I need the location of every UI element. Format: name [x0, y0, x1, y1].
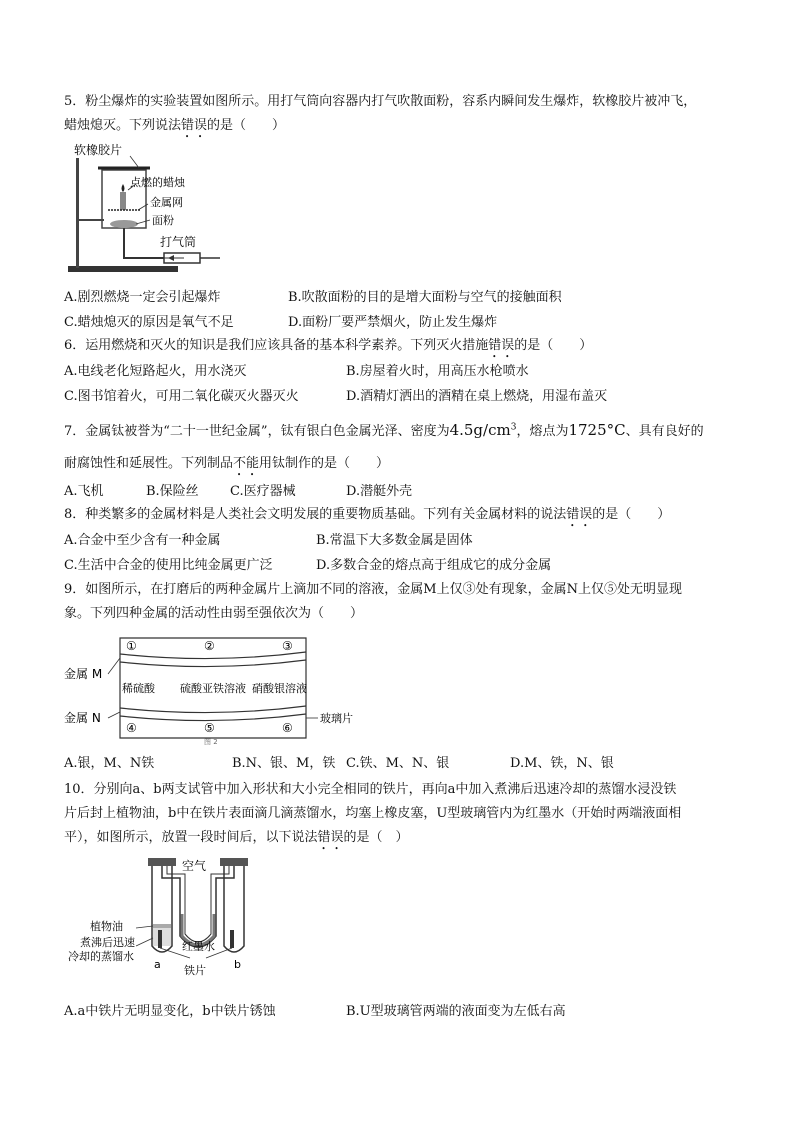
q10-label-a: a: [154, 958, 161, 971]
q10-stem-line1: 10．分别向a、b两支试管中加入形状和大小完全相同的铁片，再向a中加入煮沸后迅速冷却的蒸馏水浸没铁: [64, 782, 677, 797]
q9-label-metal-n: 金属 N: [64, 711, 101, 725]
q10-label-water-2: 冷却的蒸馏水: [68, 950, 134, 963]
q7-option-a[interactable]: A.飞机: [64, 484, 104, 499]
q9-option-c[interactable]: C.铁、M、N、银: [346, 756, 450, 771]
q6-option-a[interactable]: A.电线老化短路起火，用水浇灭: [64, 364, 247, 379]
q5-option-d[interactable]: D.面粉厂要严禁烟火，防止发生爆炸: [288, 315, 498, 330]
q10-label-iron: 铁片: [184, 964, 206, 977]
q6-option-d[interactable]: D.酒精灯洒出的酒精在桌上燃烧，用湿布盖灭: [346, 389, 608, 404]
q5-label-pump: 打气筒: [160, 235, 197, 249]
q8-option-d[interactable]: D.多数合金的熔点高于组成它的成分金属: [316, 558, 552, 573]
q10-label-air: 空气: [182, 859, 207, 873]
q8-option-c[interactable]: C.生活中合金的使用比纯金属更广泛: [64, 558, 273, 573]
q9-num-1: ①: [126, 639, 137, 653]
q7-stem-line1: 7．金属钛被誉为“二十一世纪金属”，钛有银白色金属光泽、密度为$4.5g/cm^3$，熔点为1725°C、具有良好的: [64, 421, 704, 439]
q9-option-d[interactable]: D.M、铁，N、银: [510, 756, 614, 771]
q6-stem: 6．运用燃烧和灭火的知识是我们应该具备的基本科学素养。下列灭火措施错误的是（ ）: [64, 338, 593, 353]
q8-option-a[interactable]: A.合金中至少含有一种金属: [64, 533, 221, 548]
q7-option-c[interactable]: C.医疗器械: [230, 484, 296, 499]
q5-label-rubber: 软橡胶片: [74, 143, 123, 157]
q9-label-glass: 玻璃片: [320, 712, 353, 725]
q9-label-metal-m: 金属 M: [64, 667, 103, 681]
q10-stem-line3: 平），如图所示，放置一段时间后，以下说法错误的是（ ）: [64, 830, 409, 845]
q10-label-ink: 红墨水: [182, 940, 215, 953]
q9-stem-line1: 9．如图所示，在打磨后的两种金属片上滴加不同的溶液，金属M上仅③处有现象，金属N上仅⑤处无明显现: [64, 582, 682, 597]
q9-num-3: ③: [282, 639, 293, 653]
q7-option-b[interactable]: B.保险丝: [146, 484, 199, 499]
q8-stem: 8．种类繁多的金属材料是人类社会文明发展的重要物质基础。下列有关金属材料的说法错误的是（ ）: [64, 507, 671, 522]
q7-option-d[interactable]: D.潜艇外壳: [346, 484, 413, 499]
q9-option-b[interactable]: B.N、银、M，铁: [232, 756, 336, 771]
q9-caption: 图 2: [204, 738, 218, 746]
q5-label-candle: 点燃的蜡烛: [130, 176, 185, 189]
q10-stem-line2: 片后封上植物油，b中在铁片表面滴几滴蒸馏水，均塞上橡皮塞，U型玻璃管内为红墨水（开始时两端液面相: [64, 806, 682, 821]
q9-option-a[interactable]: A.银，M、N铁: [64, 756, 155, 771]
q5-option-c[interactable]: C.蜡烛熄灭的原因是氧气不足: [64, 315, 234, 330]
q5-stem-line1: 5．粉尘爆炸的实验装置如图所示。用打气筒向容器内打气吹散面粉，容系内瞬间发生爆炸，软橡胶片被冲飞，: [64, 94, 697, 109]
q10-option-a[interactable]: A.a中铁片无明显变化，b中铁片锈蚀: [64, 1004, 276, 1019]
q9-figure: [64, 634, 353, 746]
q5-option-b[interactable]: B.吹散面粉的目的是增大面粉与空气的接触面积: [288, 290, 562, 305]
q5-label-mesh: 金属网: [150, 196, 183, 209]
q9-num-2: ②: [204, 639, 215, 653]
q9-num-6: ⑥: [282, 721, 293, 735]
q7-melting: 1725°C: [568, 421, 626, 439]
q5-figure: [64, 138, 224, 278]
q10-label-b: b: [234, 958, 241, 971]
q5-option-a[interactable]: A.剧烈燃烧一定会引起爆炸: [64, 290, 221, 305]
q10-label-water-1: 煮沸后迅速: [80, 936, 135, 949]
q9-num-4: ④: [126, 721, 137, 735]
q10-label-oil: 植物油: [90, 920, 123, 933]
q5-label-flour: 面粉: [152, 214, 174, 227]
q8-option-b[interactable]: B.常温下大多数金属是固体: [316, 533, 473, 548]
q9-num-5: ⑤: [204, 721, 215, 735]
q6-option-b[interactable]: B.房屋着火时，用高压水枪喷水: [346, 364, 529, 379]
q10-figure: [64, 854, 284, 980]
q7-stem-line2: 耐腐蚀性和延展性。下列制品不能用钛制作的是（ ）: [64, 456, 390, 471]
q9-label-sol3: 硝酸银溶液: [252, 682, 307, 695]
q6-option-c[interactable]: C.图书馆着火，可用二氧化碳灭火器灭火: [64, 389, 299, 404]
q9-label-sol2: 硫酸亚铁溶液: [180, 682, 246, 695]
q7-density: 4.5g/cm: [449, 421, 511, 439]
q5-stem-line2: 蜡烛熄灭。下列说法错误的是（ ）: [64, 118, 286, 133]
q9-label-sol1: 稀硫酸: [122, 682, 155, 695]
q9-stem-line2: 象。下列四种金属的活动性由弱至强依次为（ ）: [64, 606, 364, 621]
q10-option-b[interactable]: B.U型玻璃管两端的液面变为左低右高: [346, 1004, 566, 1019]
